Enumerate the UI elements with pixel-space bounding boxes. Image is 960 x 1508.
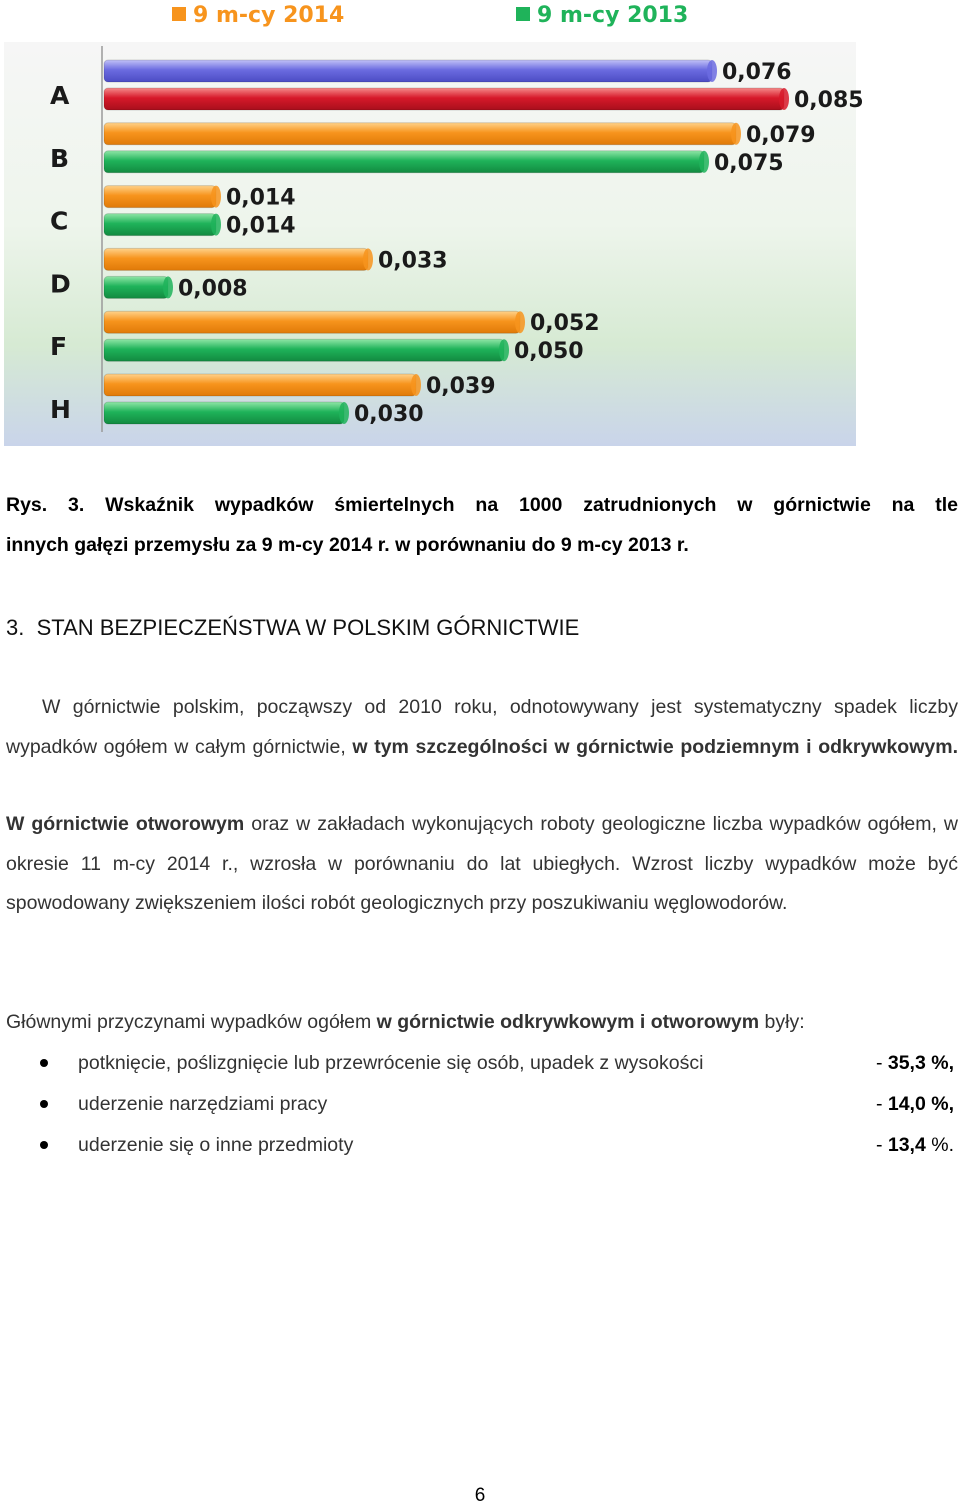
bar-cap [339, 402, 349, 424]
data-label: 0,039 [426, 374, 496, 399]
category-label: C [50, 206, 69, 236]
data-label: 0,008 [178, 276, 248, 302]
bar [104, 123, 736, 145]
list-item-label: uderzenie się o inne przedmioty [78, 1134, 354, 1156]
list-item-percent: 13,4 [887, 1134, 926, 1156]
paragraph-3-outro: były: [759, 1011, 805, 1033]
paragraph-1 [6, 688, 958, 767]
legend-swatch [172, 7, 186, 21]
paragraph-1-bold: w tym szczególności w górnictwie podziemnym i odkrywkowym. [352, 735, 958, 758]
paragraph-3 [6, 1003, 958, 1043]
bar [104, 88, 784, 110]
bar-cap [707, 60, 717, 82]
list-item-label: potknięcie, poślizgnięcie lub przewrócenie się osób, upadek z wysokości [78, 1052, 704, 1074]
list-item-label: uderzenie narzędziami pracy [78, 1093, 328, 1115]
bar [104, 402, 344, 424]
bar [104, 311, 520, 333]
bar-cap [363, 248, 373, 270]
list-item-value [876, 1084, 954, 1125]
legend-swatch [516, 7, 530, 21]
list-item-value [876, 1125, 954, 1166]
bar [104, 339, 504, 361]
bullet-icon [40, 1059, 48, 1067]
paragraph-3-bold: w górnictwie odkrywkowym i otworowym [376, 1011, 760, 1033]
figure-caption [6, 485, 958, 565]
bar [104, 186, 216, 208]
paragraph-3-intro: Głównymi przyczynami wypadków ogółem [6, 1011, 377, 1033]
bar [104, 248, 368, 270]
section-title: STAN BEZPIECZEŃSTWA W POLSKIM GÓRNICTWIE [36, 615, 580, 640]
chart-svg [4, 0, 864, 446]
list-item-prefix: - [875, 1134, 888, 1156]
data-label: 0,076 [722, 60, 792, 85]
bar [104, 60, 712, 82]
list-item-percent: 35,3 %, [887, 1052, 954, 1074]
bar-cap [411, 374, 421, 396]
bar-cap [515, 311, 525, 333]
list-item-prefix: - [875, 1052, 888, 1074]
data-label: 0,014 [226, 185, 296, 211]
bar-cap [499, 339, 509, 361]
page-number: 6 [474, 1485, 486, 1506]
data-label: 0,085 [794, 88, 864, 113]
bar-cap [731, 123, 741, 145]
data-label: 0,030 [354, 402, 424, 427]
causes-list [0, 1043, 958, 1166]
bar-chart [4, 0, 864, 446]
legend-label: 9 m-cy 2013 [537, 3, 689, 28]
bar-cap [211, 186, 221, 208]
bullet-icon [40, 1100, 48, 1108]
list-item [0, 1084, 958, 1125]
list-item-prefix: - [875, 1093, 888, 1115]
list-item [0, 1043, 958, 1084]
bar [104, 151, 704, 173]
bar-cap [779, 88, 789, 110]
list-item-percent: 14,0 %, [887, 1093, 954, 1115]
list-item [0, 1125, 958, 1166]
data-label: 0,052 [530, 311, 600, 337]
data-label: 0,050 [514, 339, 584, 365]
category-label: H [50, 395, 71, 424]
caption-line-2: innych gałęzi przemysłu za 9 m-cy 2014 r. w porównaniu do 9 m-cy 2013 r. [6, 534, 689, 556]
paragraph-2 [6, 805, 958, 924]
paragraph-2-bold: W górnictwie otworowym [6, 813, 245, 835]
bullet-icon [40, 1141, 48, 1149]
section-number: 3. [6, 615, 25, 640]
category-label: F [50, 332, 68, 362]
category-label: D [50, 269, 71, 299]
section-heading [6, 615, 579, 641]
paragraph-1-text: W górnictwie polskim, począwszy od 2010 roku, odnotowywany jest systematyczny spadek liczby wypadków ogółem w całym górnictwie, [6, 696, 958, 758]
bar [104, 214, 216, 236]
category-label: A [50, 81, 70, 110]
list-item-value [876, 1043, 954, 1084]
data-label: 0,075 [714, 150, 784, 176]
list-item-suffix: %. [925, 1134, 954, 1156]
bar [104, 374, 416, 396]
data-label: 0,079 [746, 122, 816, 148]
bar-cap [699, 151, 709, 173]
caption-line-1: Rys. 3. Wskaźnik wypadków śmiertelnych na 1000 zatrudnionych w górnictwie na tle [6, 494, 958, 516]
category-label: B [50, 143, 70, 173]
data-label: 0,014 [226, 213, 296, 239]
bar-cap [163, 276, 173, 298]
data-label: 0,033 [378, 248, 448, 274]
paragraph-2-text: oraz w zakładach wykonujących roboty geologiczne liczba wypadków ogółem, w okresie 11 m-cy 2014 r., wzrosła w porównaniu do lat ubiegłych. Wzrost liczby wypadków może być spowodowany zwiększeniem ilości robót geologicznych przy poszukiwaniu węglowodorów. [6, 813, 958, 914]
bar-cap [211, 214, 221, 236]
legend-label: 9 m-cy 2014 [193, 3, 345, 28]
bar [104, 276, 168, 298]
